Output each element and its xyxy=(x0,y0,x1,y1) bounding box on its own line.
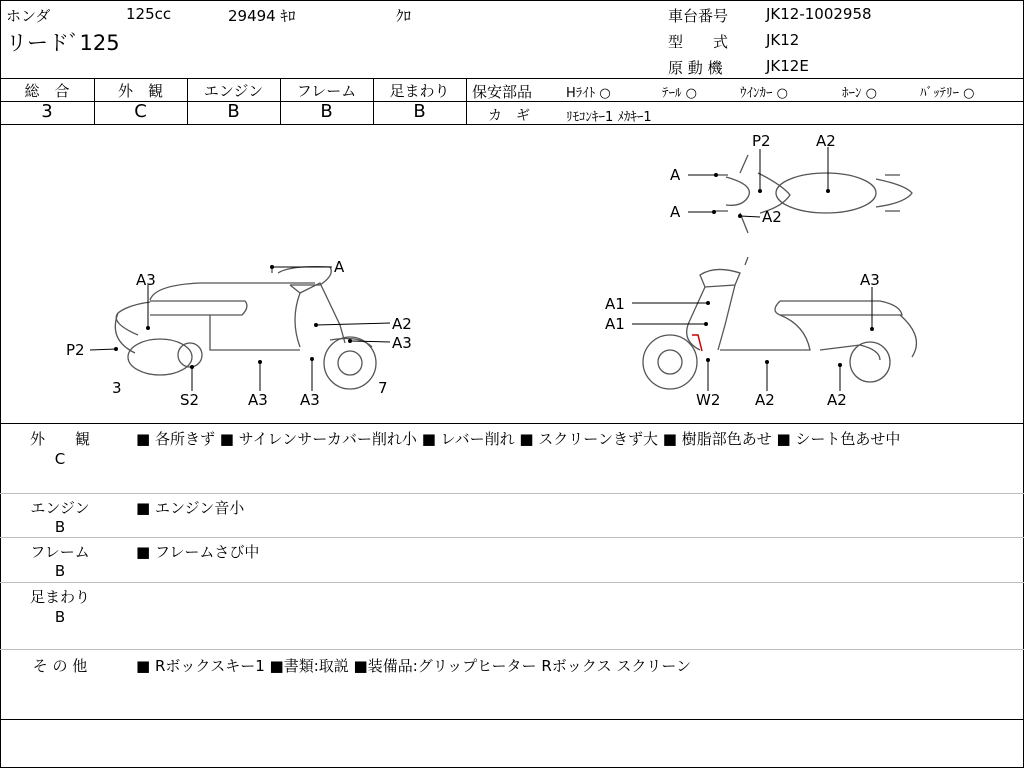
section-rule xyxy=(0,423,1024,424)
section-text-frame: ■ フレームさび中 xyxy=(136,543,260,561)
left-label: A2 xyxy=(392,315,412,333)
top-label: A2 xyxy=(816,132,836,150)
grade-label-suspension: 足まわり xyxy=(389,82,450,100)
damage-points xyxy=(114,173,874,369)
safety-item-mark: ○ xyxy=(599,86,611,101)
section-grade-suspension: B xyxy=(54,608,66,626)
safety-item-mark: ○ xyxy=(776,86,788,101)
left-label: A3 xyxy=(248,391,268,409)
section-grade-engine: B xyxy=(54,518,66,536)
model-name: リードﾞ125 xyxy=(6,31,120,55)
section-label-frame: フレーム xyxy=(30,543,90,561)
section-grade-frame: B xyxy=(54,562,66,580)
section-rule xyxy=(0,493,1024,494)
section-rule xyxy=(0,537,1024,538)
section-rule xyxy=(0,649,1024,650)
type-label: 型 式 xyxy=(668,33,729,51)
left-label: A3 xyxy=(300,391,320,409)
left-label: S2 xyxy=(180,391,200,409)
section-rule xyxy=(0,719,1024,720)
left-label: A xyxy=(334,258,345,276)
mileage-value: 29494 xyxy=(228,7,276,25)
left-label: P2 xyxy=(66,341,85,359)
section-text-other: ■ Rボックスキー1 ■書類:取説 ■装備品:グリップヒーター Rボックス スクリーン xyxy=(136,657,692,675)
displacement: 125cc xyxy=(126,5,172,23)
engine-label: 原 動 機 xyxy=(668,59,723,77)
grade-value-exterior: C xyxy=(134,101,147,122)
section-label-other: そ の 他 xyxy=(32,657,88,675)
section-text-engine: ■ エンジン音小 xyxy=(136,499,245,517)
grade-label-exterior: 外 観 xyxy=(117,82,163,100)
damage-diagram xyxy=(0,125,1024,423)
grade-value-frame: B xyxy=(320,101,333,122)
top-label: A2 xyxy=(762,208,782,226)
safety-item-mark: ○ xyxy=(865,86,877,101)
right-label: W2 xyxy=(696,391,721,409)
frame-no: JK12-1002958 xyxy=(766,5,872,23)
left-label: A3 xyxy=(392,334,412,352)
maker: ホンダ xyxy=(6,7,51,25)
safety-battery xyxy=(920,82,974,101)
grade-divider xyxy=(466,78,467,125)
top-label: A xyxy=(670,203,681,221)
left-label: 7 xyxy=(378,379,388,397)
safety-item-mark: ○ xyxy=(963,86,975,101)
top-label: A xyxy=(670,166,681,184)
color: ｸﾛ xyxy=(396,7,412,25)
grade-value-engine: B xyxy=(227,101,240,122)
safety-item-label: ﾊﾞｯﾃﾘｰ xyxy=(920,86,959,101)
right-label: A2 xyxy=(755,391,775,409)
safety-item-label: ﾃｰﾙ xyxy=(662,86,682,101)
section-label-exterior: 外 観 xyxy=(29,430,90,448)
section-label-engine: エンジン xyxy=(30,499,90,517)
safety-headlight xyxy=(566,82,611,101)
frame-no-label: 車台番号 xyxy=(668,7,729,25)
right-label: A1 xyxy=(605,315,625,333)
grade-value-overall: 3 xyxy=(41,101,53,122)
top-label: P2 xyxy=(752,132,771,150)
safety-item-label: ｳｲﾝｶｰ xyxy=(740,86,773,101)
top-scooter-drawing xyxy=(714,155,912,233)
safety-item-label: Hﾗｲﾄ xyxy=(566,86,596,101)
engine-value: JK12E xyxy=(766,57,809,75)
left-label: A3 xyxy=(136,271,156,289)
grade-label-engine: エンジン xyxy=(203,82,264,100)
mileage-unit: ｷﾛ xyxy=(280,7,296,25)
section-rule xyxy=(0,582,1024,583)
left-label: 3 xyxy=(112,379,122,397)
right-label: A2 xyxy=(827,391,847,409)
grade-label-frame: フレーム xyxy=(296,82,357,100)
section-label-suspension: 足まわり xyxy=(29,588,90,606)
grade-value-suspension: B xyxy=(413,101,426,122)
grade-top-rule xyxy=(0,78,1024,79)
grade-label-overall: 総 合 xyxy=(24,82,70,100)
safety-parts-label: 保安部品 xyxy=(472,83,533,101)
safety-item-mark: ○ xyxy=(685,86,697,101)
key-value: ﾘﾓｺﾝｷｰ1 ﾒｶｷｰ1 xyxy=(566,110,652,125)
key-label: カ ギ xyxy=(488,108,530,124)
mileage xyxy=(228,5,296,26)
section-text-exterior: ■ 各所きず ■ サイレンサーカバー削れ小 ■ レバー削れ ■ スクリーンきず大 ■ 樹脂部色あせ ■ シート色あせ中 xyxy=(136,430,901,448)
right-label: A3 xyxy=(860,271,880,289)
leader-lines xyxy=(90,147,872,391)
safety-item-label: ﾎｰﾝ xyxy=(842,86,862,101)
section-grade-exterior: C xyxy=(54,450,66,468)
safety-taillight xyxy=(662,82,697,101)
right-label: A1 xyxy=(605,295,625,313)
safety-winker xyxy=(740,82,788,101)
type-value: JK12 xyxy=(766,31,800,49)
safety-horn xyxy=(842,82,877,101)
